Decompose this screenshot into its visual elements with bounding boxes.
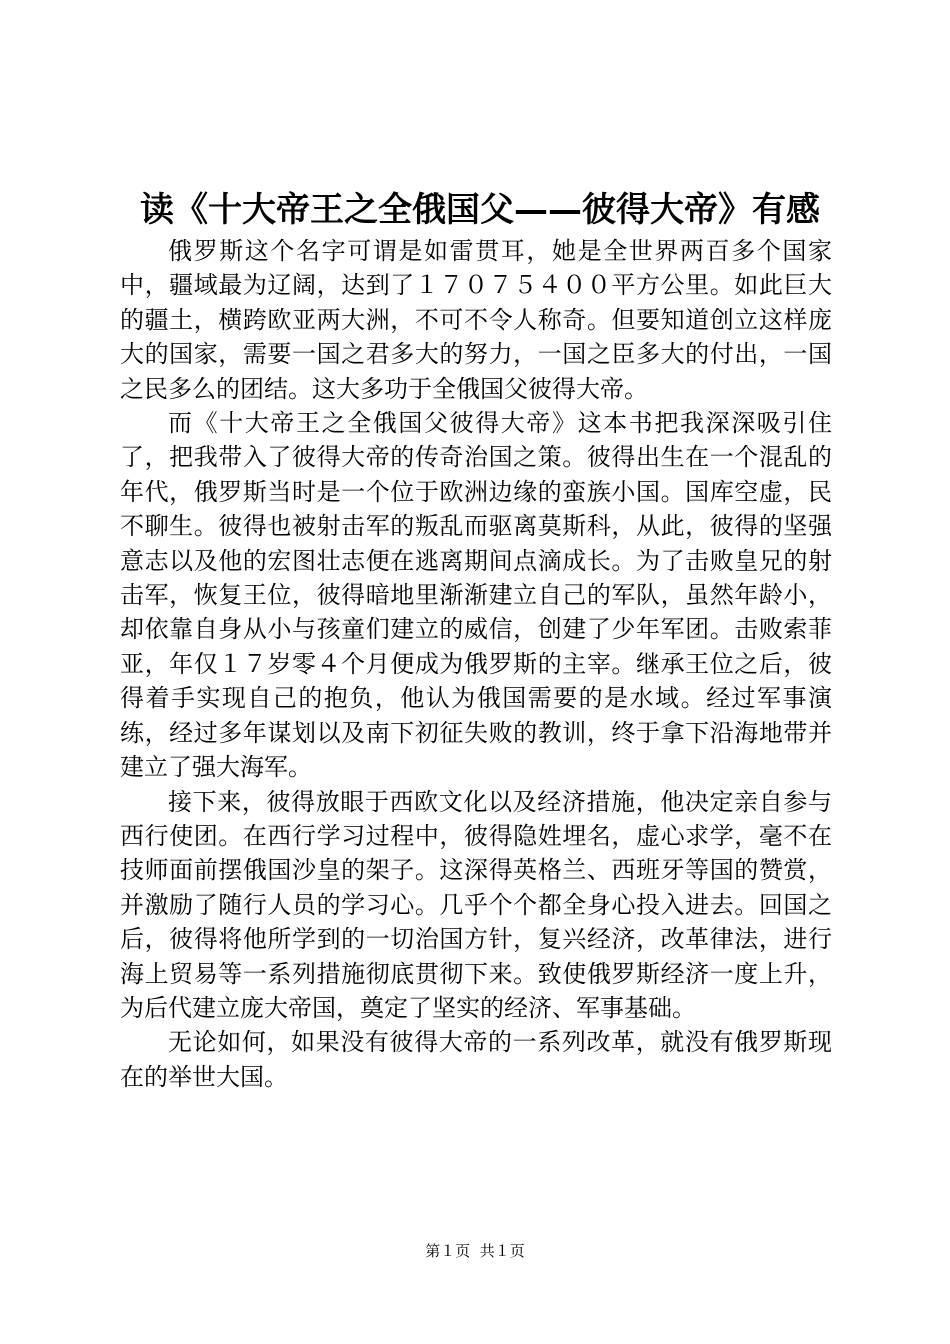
page-number: 第１页	[425, 1242, 471, 1260]
page-footer	[0, 1241, 950, 1261]
paragraph-4: 无论如何，如果没有彼得大帝的一系列改革，就没有俄罗斯现在的举世大国。	[120, 1028, 832, 1091]
paragraph-3: 接下来，彼得放眼于西欧文化以及经济措施，他决定亲自参与西行使团。在西行学习过程中，彼得隐姓埋名，虚心求学，毫不在技师面前摆俄国沙皇的架子。这深得英格兰、西班牙等国的赞赏，并激励了随行人员的学习心。几乎个个都全身心投入进去。回国之后，彼得将他所学到的一切治国方针，复兴经济，改革律法，进行海上贸易等一系列措施彻底贯彻下来。致使俄罗斯经济一度上升，为后代建立庞大帝国，奠定了坚实的经济、军事基础。	[120, 787, 832, 1022]
paragraph-1: 俄罗斯这个名字可谓是如雷贯耳，她是全世界两百多个国家中，疆域最为辽阔，达到了１７０７５４００平方公里。如此巨大的疆土，横跨欧亚两大洲，不可不令人称奇。但要知道创立这样庞大的国家，需要一国之君多大的努力，一国之臣多大的付出，一国之民多么的团结。这大多功于全俄国父彼得大帝。	[120, 237, 832, 403]
footer-separator	[470, 1242, 480, 1260]
page-total: 共１页	[479, 1242, 525, 1260]
paragraph-2: 而《十大帝王之全俄国父彼得大帝》这本书把我深深吸引住了，把我带入了彼得大帝的传奇治国之策。彼得出生在一个混乱的年代，俄罗斯当时是一个位于欧洲边缘的蛮族小国。国库空虚，民不聊生。彼得也被射击军的叛乱而驱离莫斯科，从此，彼得的坚强意志以及他的宏图壮志便在逃离期间点滴成长。为了击败皇兄的射击军，恢复王位，彼得暗地里渐渐建立自己的军队，虽然年龄小，却依靠自身从小与孩童们建立的威信，创建了少年军团。击败索菲亚，年仅１７岁零４个月便成为俄罗斯的主宰。继承王位之后，彼得着手实现自己的抱负，他认为俄国需要的是水域。经过军事演练，经过多年谋划以及南下初征失败的教训，终于拿下沿海地带并建立了强大海军。	[120, 409, 832, 782]
document-body	[120, 234, 832, 1094]
document-title: 读《十大帝王之全俄国父——彼得大帝》有感	[140, 190, 820, 230]
